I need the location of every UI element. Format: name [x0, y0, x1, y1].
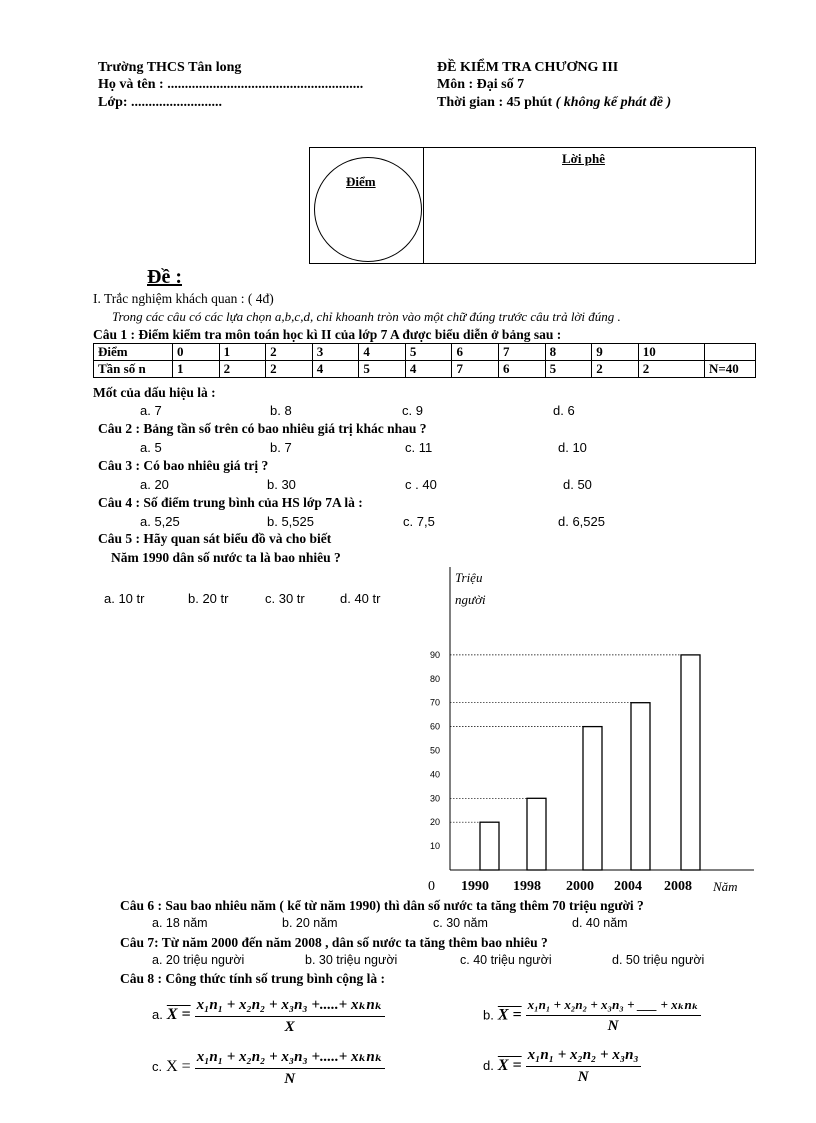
chart-bar-2004 — [631, 703, 650, 870]
q2-option-d[interactable]: d. 10 — [558, 440, 587, 455]
table-cell: 8 — [545, 344, 592, 361]
y-tick-label: 80 — [430, 673, 441, 684]
q8-option-a-fraction — [195, 995, 385, 1036]
q4-option-a[interactable]: a. 5,25 — [140, 514, 180, 529]
x-axis-label: Năm — [713, 879, 738, 894]
q1-option-c[interactable]: c. 9 — [402, 403, 423, 418]
q8-option-a-denominator: X — [284, 1019, 295, 1035]
table-cell: 5 — [545, 361, 592, 378]
table-cell: 7 — [499, 344, 546, 361]
table-cell: 4 — [405, 361, 452, 378]
q5-option-a[interactable]: a. 10 tr — [104, 591, 145, 606]
y-tick-label: 90 — [430, 649, 441, 660]
table-cell: 4 — [359, 344, 406, 361]
time-main: Thời gian : 45 phút — [437, 95, 556, 110]
q8-option-b[interactable] — [483, 997, 701, 1035]
q1-option-a[interactable]: a. 7 — [140, 403, 162, 418]
table-cell: 7 — [452, 361, 499, 378]
table-cell: 4 — [312, 361, 359, 378]
q1-option-b[interactable]: b. 8 — [270, 403, 292, 418]
exam-title: ĐỀ KIỂM TRA CHƯƠNG III — [437, 60, 619, 75]
q8-option-b-label: b. — [483, 1007, 494, 1023]
q8-option-c-denominator: N — [284, 1071, 296, 1087]
q5-option-b[interactable]: b. 20 tr — [188, 591, 229, 606]
table-cell: 2 — [266, 344, 313, 361]
chart-bar-2008 — [681, 655, 700, 870]
de-heading: Đề : — [147, 266, 182, 288]
table-cell: 2 — [219, 361, 266, 378]
q8-option-c-label: c. — [152, 1059, 163, 1075]
school-name: Trường THCS Tân long — [98, 60, 242, 75]
q8-option-d-fraction — [526, 1047, 641, 1086]
chart-bar-1990 — [480, 822, 499, 870]
question-8: Câu 8 : Công thức tính số trung bình cộng là : — [120, 971, 386, 986]
q8-option-c[interactable] — [152, 1047, 385, 1088]
table-cell: 3 — [312, 344, 359, 361]
q8-option-b-lhs: X = — [497, 1006, 522, 1024]
table-cell: 1 — [219, 344, 266, 361]
question-4: Câu 4 : Số điểm trung bình của HS lớp 7A là : — [98, 495, 363, 510]
x-tick-label: 1998 — [513, 879, 541, 894]
q2-option-b[interactable]: b. 7 — [270, 440, 292, 455]
q7-option-d[interactable]: d. 50 triệu người — [612, 953, 705, 967]
y-axis-label-line1: Triệu — [455, 570, 483, 585]
table-cell: 1 — [173, 361, 220, 378]
q2-option-c[interactable]: c. 11 — [405, 440, 433, 455]
q8-option-d-lhs: X = — [497, 1057, 522, 1075]
q7-option-c[interactable]: c. 40 triệu người — [460, 953, 552, 967]
table-cell: 10 — [638, 344, 704, 361]
question-1: Câu 1 : Điểm kiểm tra môn toán học kì II của lớp 7 A được biểu diễn ở bảng sau : — [93, 327, 562, 342]
q8-option-c-lhs: X = — [166, 1058, 191, 1076]
class-field[interactable]: Lớp: .......................... — [98, 95, 223, 110]
x-tick-label: 2004 — [614, 879, 642, 894]
chart-bar-2000 — [583, 727, 602, 870]
q5-option-c[interactable]: c. 30 tr — [265, 591, 305, 606]
q8-option-b-denominator: N — [607, 1018, 619, 1034]
q2-option-a[interactable]: a. 5 — [140, 440, 162, 455]
question-5-detail: Năm 1990 dân số nước ta là bao nhiêu ? — [111, 550, 341, 565]
q8-option-c-numerator: x₁n₁ + x₂n₂ + x₃n₃ +.....+ xₖnₖ — [195, 1047, 385, 1069]
q4-option-b[interactable]: b. 5,525 — [267, 514, 314, 529]
question-3: Câu 3 : Có bao nhiêu giá trị ? — [98, 458, 269, 473]
table-cell: N=40 — [705, 361, 756, 378]
comment-label: Lời phê — [562, 151, 605, 166]
q3-option-d[interactable]: d. 50 — [563, 477, 592, 492]
y-tick-label: 20 — [430, 817, 441, 828]
q8-option-b-fraction — [526, 997, 701, 1035]
q6-option-d[interactable]: d. 40 năm — [572, 916, 628, 930]
q8-option-d-label: d. — [483, 1058, 494, 1074]
q5-option-d[interactable]: d. 40 tr — [340, 591, 381, 606]
q8-option-c-fraction — [195, 1047, 385, 1088]
q8-option-d[interactable] — [483, 1047, 641, 1086]
table-cell: Tần số n — [94, 361, 173, 378]
x-tick-label: 1990 — [461, 879, 489, 894]
q6-option-b[interactable]: b. 20 năm — [282, 916, 338, 930]
score-label: Điểm — [346, 174, 376, 189]
table-cell: Điểm — [94, 344, 173, 361]
table-cell: 2 — [638, 361, 704, 378]
y-tick-label: 10 — [430, 841, 441, 852]
q6-option-a[interactable]: a. 18 năm — [152, 916, 208, 930]
time-note: ( không kể phát đề ) — [555, 95, 672, 110]
q7-option-b[interactable]: b. 30 triệu người — [305, 953, 398, 967]
table-cell: 0 — [173, 344, 220, 361]
table-cell: 2 — [592, 361, 639, 378]
question-5: Câu 5 : Hãy quan sát biểu đồ và cho biết — [98, 531, 332, 546]
y-tick-label: 40 — [430, 769, 441, 780]
q8-option-a[interactable] — [152, 995, 385, 1036]
question-2: Câu 2 : Bảng tần số trên có bao nhiêu giá trị khác nhau ? — [98, 421, 427, 436]
question-1-mode: Mốt của dấu hiệu là : — [93, 385, 216, 400]
q8-option-a-lhs: X = — [166, 1006, 191, 1024]
q3-option-b[interactable]: b. 30 — [267, 477, 296, 492]
x-tick-label: 2000 — [566, 879, 594, 894]
y-tick-label: 70 — [430, 697, 441, 708]
section-title: I. Trắc nghiệm khách quan : ( 4đ) — [93, 291, 274, 306]
q8-option-d-denominator: N — [577, 1069, 589, 1085]
q8-option-d-numerator: x₁n₁ + x₂n₂ + x₃n₃ — [526, 1047, 641, 1067]
table-cell: 9 — [592, 344, 639, 361]
q4-option-d[interactable]: d. 6,525 — [558, 514, 605, 529]
question-6: Câu 6 : Sau bao nhiêu năm ( kể từ năm 1990) thì dân số nước ta tăng thêm 70 triệu người ? — [120, 898, 644, 913]
x-tick-label: 2008 — [664, 879, 692, 894]
table-cell: 6 — [499, 361, 546, 378]
q6-option-c[interactable]: c. 30 năm — [433, 916, 488, 930]
chart-bar-1998 — [527, 798, 546, 870]
y-axis-label-line2: người — [455, 592, 486, 607]
q1-option-d[interactable]: d. 6 — [553, 403, 575, 418]
chart-origin-label: 0 — [428, 879, 435, 894]
student-name-field[interactable]: Họ và tên : ........................................................ — [98, 77, 364, 92]
q3-option-a[interactable]: a. 20 — [140, 477, 169, 492]
section-instruction: Trong các câu có các lựa chọn a,b,c,d, chỉ khoanh tròn vào một chữ đúng trước câu trả lời đúng . — [112, 309, 621, 324]
question-7: Câu 7: Từ năm 2000 đến năm 2008 , dân số nước ta tăng thêm bao nhiêu ? — [120, 935, 548, 950]
q3-option-c[interactable]: c . 40 — [405, 477, 437, 492]
table-cell: 5 — [405, 344, 452, 361]
q8-option-a-label: a. — [152, 1007, 163, 1023]
q8-option-a-numerator: x₁n₁ + x₂n₂ + x₃n₃ +.....+ xₖnₖ — [195, 995, 385, 1017]
table-cell: 5 — [359, 361, 406, 378]
y-tick-label: 50 — [430, 745, 441, 756]
q7-option-a[interactable]: a. 20 triệu người — [152, 953, 245, 967]
table-cell: 6 — [452, 344, 499, 361]
q8-option-b-numerator: x₁n₁ + x₂n₂ + x₃n₃ + ___ + xₖnₖ — [526, 997, 701, 1016]
table-cell: 2 — [266, 361, 313, 378]
y-tick-label: 30 — [430, 793, 441, 804]
y-tick-label: 60 — [430, 721, 441, 732]
subject-line: Môn : Đại số 7 — [437, 77, 525, 92]
q4-option-c[interactable]: c. 7,5 — [403, 514, 435, 529]
